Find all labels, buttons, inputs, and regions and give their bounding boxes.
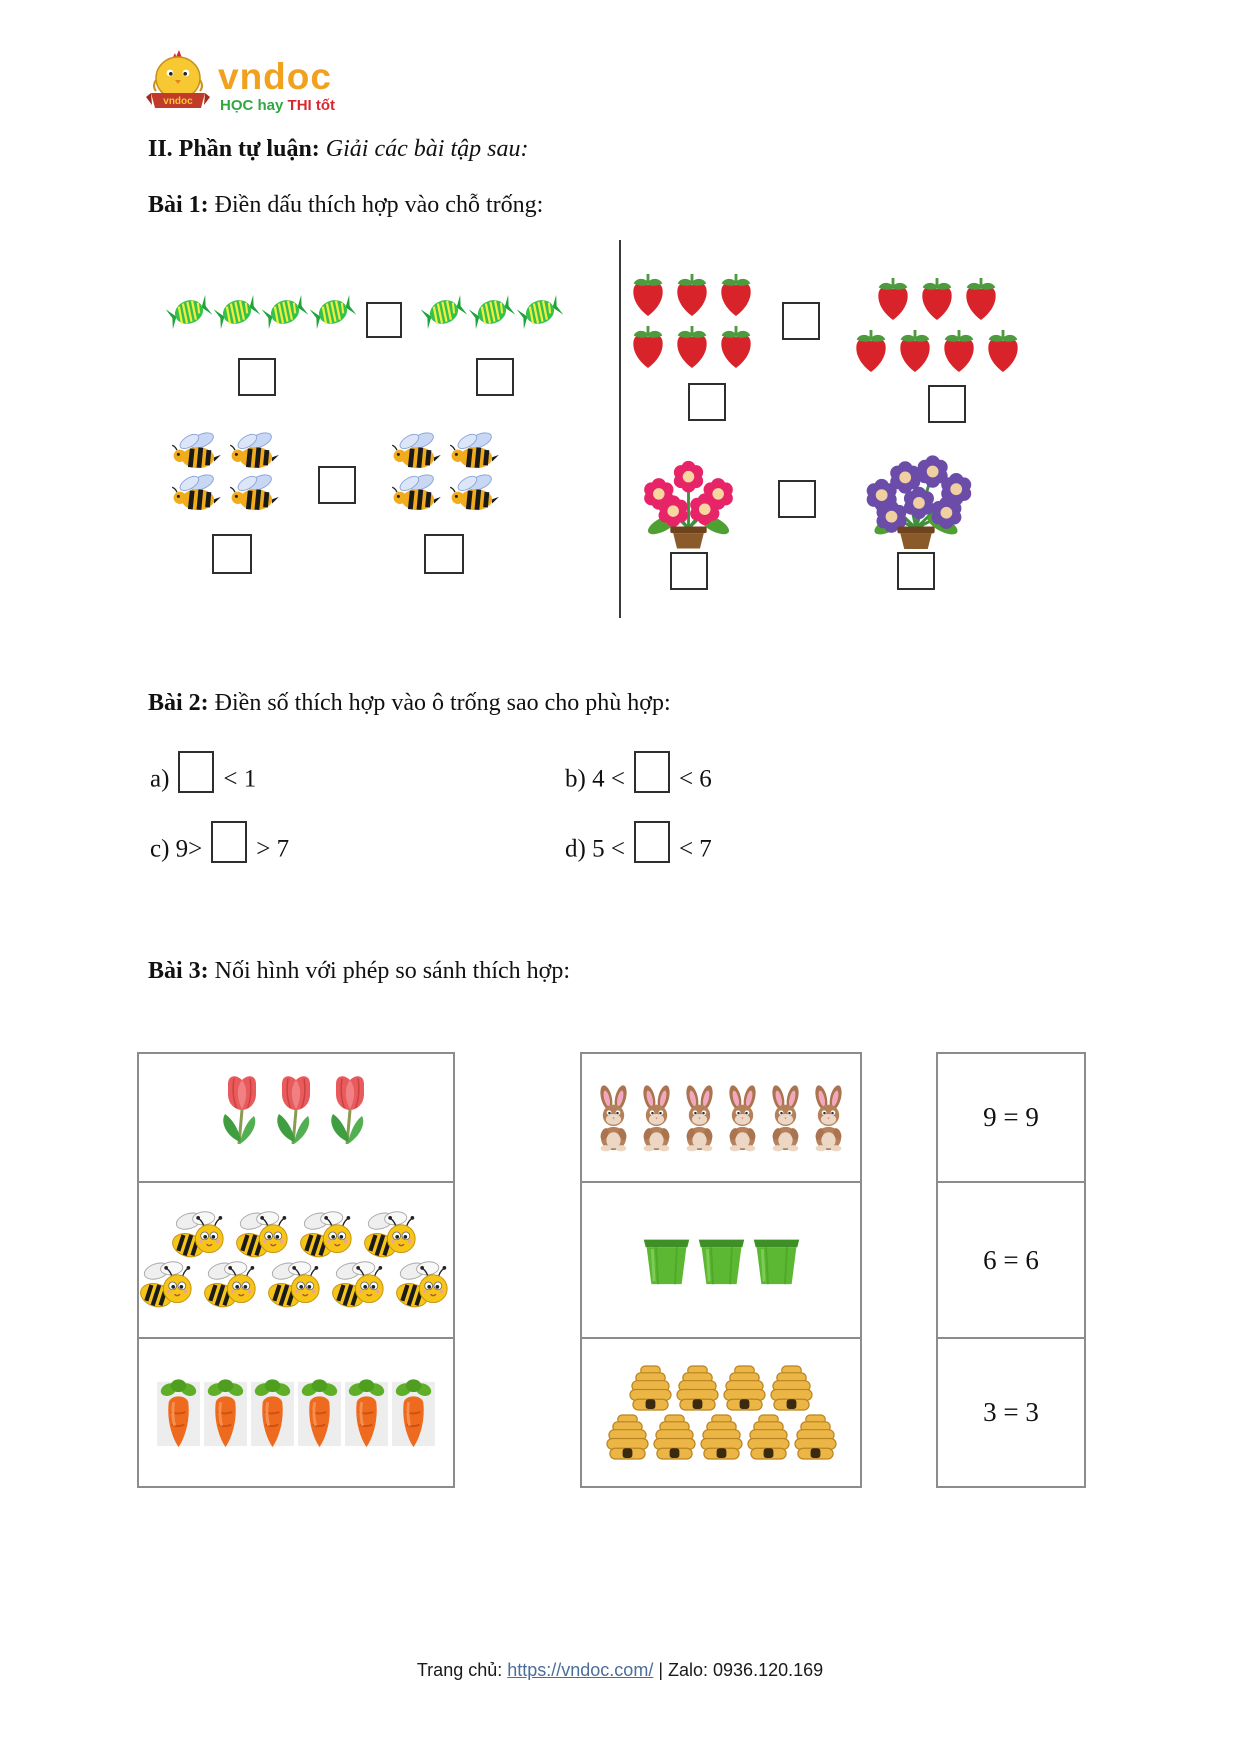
rabbit-icon [808, 1082, 849, 1154]
page-footer [0, 1660, 1240, 1681]
carrot-icon [250, 1375, 295, 1451]
bucket-icon [640, 1234, 693, 1287]
bee-cartoon-icon [137, 1260, 199, 1310]
bee-count-box-right[interactable] [424, 534, 464, 574]
logo-tagline-green: HỌC hay [220, 97, 284, 114]
bai3-column-equations [936, 1052, 1086, 1488]
rabbit-icon [636, 1082, 677, 1154]
candy-count-box-left[interactable] [238, 358, 276, 396]
candy-icon [421, 290, 467, 334]
bee-icon [447, 472, 503, 514]
bai3-cell-eq-9[interactable] [936, 1052, 1086, 1183]
bee-count-box-left[interactable] [212, 534, 252, 574]
bee-compare-box[interactable] [318, 466, 356, 504]
rabbit-icon [765, 1082, 806, 1154]
bee-group-left [168, 430, 284, 514]
bai3-cell-beehives[interactable] [580, 1337, 862, 1488]
flowerpot-pink-group [632, 455, 745, 550]
candy-count-box-right[interactable] [476, 358, 514, 396]
strawberry-icon [671, 268, 713, 320]
bai1-heading [148, 192, 543, 219]
beehive-icon [769, 1364, 814, 1413]
bai1-label: Bài 1: [148, 192, 209, 218]
candy-group-right [420, 290, 564, 334]
bee-group-right [388, 430, 504, 514]
strawberry-icon [850, 324, 892, 376]
bai3-label: Bài 3: [148, 958, 209, 984]
candy-icon [469, 290, 515, 334]
strawberry-group-right [849, 272, 1025, 376]
flower-compare-box[interactable] [778, 480, 816, 518]
bai2-item-c-after: > 7 [256, 835, 290, 863]
equation-6-equals-6: 6 = 6 [983, 1244, 1039, 1275]
strawberry-icon [960, 272, 1002, 324]
bee-icon [389, 472, 445, 514]
tulip-icon [270, 1068, 322, 1168]
bai2-item-b-before: b) 4 < [565, 765, 625, 793]
beehive-icon [699, 1413, 744, 1462]
flower-count-box-right[interactable] [897, 552, 935, 590]
strawberry-icon [715, 268, 757, 320]
tulip-group [216, 1068, 376, 1168]
carrot-icon [297, 1375, 342, 1451]
candy-group-left [166, 290, 356, 334]
footer-home-link[interactable]: https://vndoc.com/ [507, 1660, 654, 1680]
carrot-group [156, 1375, 436, 1451]
flowerpot-purple-icon [858, 448, 974, 550]
carrot-icon [156, 1375, 201, 1451]
carrot-icon [203, 1375, 248, 1451]
bee-icon [227, 430, 283, 472]
candy-icon [166, 290, 212, 334]
bee-cartoon-icon [169, 1210, 231, 1260]
bai2-item-d-after: < 7 [678, 835, 712, 863]
bai3-column-images-right [580, 1052, 862, 1488]
beehive-icon [722, 1364, 767, 1413]
rabbit-icon [593, 1082, 634, 1154]
footer-suffix: | Zalo: 0936.120.169 [653, 1660, 824, 1680]
bai2-answer-box-c[interactable] [211, 821, 247, 863]
strawberry-group-left [626, 268, 758, 372]
bee-cartoon-group [137, 1210, 455, 1310]
vndoc-logo [146, 50, 210, 118]
logo-tagline [220, 98, 335, 113]
rabbit-icon [679, 1082, 720, 1154]
bai2-item-c [150, 830, 289, 872]
equation-9-equals-9: 9 = 9 [983, 1102, 1039, 1132]
bai3-cell-tulips[interactable] [137, 1052, 455, 1183]
section-heading-italic: Giải các bài tập sau: [319, 136, 529, 162]
strawberry-icon [627, 268, 669, 320]
bai2-item-a [150, 760, 256, 802]
beehive-group [605, 1364, 838, 1462]
bai3-cell-eq-3[interactable] [936, 1337, 1086, 1488]
logo-banner-text: vndoc [163, 96, 193, 107]
footer-prefix: Trang chủ: [416, 1660, 508, 1680]
candy-icon [214, 290, 260, 334]
strawberry-icon [715, 320, 757, 372]
bai2-label: Bài 2: [148, 690, 209, 716]
bai2-heading [148, 690, 671, 717]
beehive-icon [675, 1364, 720, 1413]
bucket-icon [695, 1234, 748, 1287]
candy-icon [310, 290, 356, 334]
strawberry-icon [627, 320, 669, 372]
bee-cartoon-icon [393, 1260, 455, 1310]
bai3-cell-carrots[interactable] [137, 1337, 455, 1488]
tulip-icon [216, 1068, 268, 1168]
bai3-column-images-left [137, 1052, 455, 1488]
equation-3-equals-3: 3 = 3 [983, 1397, 1039, 1427]
bee-icon [169, 472, 225, 514]
flowerpot-purple-group [858, 448, 974, 550]
bee-cartoon-icon [233, 1210, 295, 1260]
beehive-icon [652, 1413, 697, 1462]
strawberry-icon [938, 324, 980, 376]
bai2-item-a-before: a) [150, 765, 170, 793]
bee-cartoon-icon [361, 1210, 423, 1260]
bee-icon [227, 472, 283, 514]
bee-icon [389, 430, 445, 472]
candy-icon [517, 290, 563, 334]
strawberry-icon [982, 324, 1024, 376]
beehive-icon [628, 1364, 673, 1413]
strawberry-icon [872, 272, 914, 324]
carrot-icon [391, 1375, 436, 1451]
flowerpot-pink-icon [632, 455, 745, 550]
section-heading-label: II. Phần tự luận: [148, 136, 320, 162]
bai3-cell-buckets[interactable] [580, 1181, 862, 1339]
strawberry-icon [671, 320, 713, 372]
strawberry-icon [916, 272, 958, 324]
strawberry-compare-box[interactable] [782, 302, 820, 340]
bai3-heading [148, 958, 570, 985]
beehive-icon [605, 1413, 650, 1462]
candy-icon [262, 290, 308, 334]
rabbit-icon [722, 1082, 763, 1154]
strawberry-icon [894, 324, 936, 376]
bee-cartoon-icon [297, 1210, 359, 1260]
logo-tagline-red: THI tốt [287, 97, 336, 114]
chick-mascot-icon [146, 50, 210, 116]
bucket-icon [750, 1234, 803, 1287]
flower-count-box-left[interactable] [670, 552, 708, 590]
strawberry-count-box-right[interactable] [928, 385, 966, 423]
bee-icon [169, 430, 225, 472]
bai3-cell-rabbits[interactable] [580, 1052, 862, 1183]
bee-icon [447, 430, 503, 472]
bai2-answer-box-b[interactable] [634, 751, 670, 793]
beehive-icon [746, 1413, 791, 1462]
bee-cartoon-icon [265, 1260, 327, 1310]
bai3-title: Nối hình với phép so sánh thích hợp: [208, 958, 571, 984]
bai2-answer-box-d[interactable] [634, 821, 670, 863]
bai2-item-c-before: c) 9> [150, 835, 203, 863]
bai3-cell-eq-6[interactable] [936, 1181, 1086, 1339]
bucket-group [640, 1234, 803, 1287]
bai2-item-a-after: < 1 [223, 765, 257, 793]
beehive-icon [793, 1413, 838, 1462]
bai2-item-b-after: < 6 [678, 765, 712, 793]
bai1-column-divider [619, 240, 621, 618]
strawberry-count-box-left[interactable] [688, 383, 726, 421]
bai1-title: Điền dấu thích hợp vào chỗ trống: [208, 192, 544, 218]
bai2-answer-box-a[interactable] [178, 751, 214, 793]
bee-cartoon-icon [329, 1260, 391, 1310]
candy-compare-box[interactable] [366, 302, 402, 338]
rabbit-group [593, 1082, 849, 1154]
section-heading [148, 136, 528, 163]
bai2-item-b [565, 760, 712, 802]
bai3-cell-bees[interactable] [137, 1181, 455, 1339]
bai2-title: Điền số thích hợp vào ô trống sao cho phù hợp: [208, 690, 671, 716]
tulip-icon [324, 1068, 376, 1168]
bai2-item-d [565, 830, 712, 872]
bai2-item-d-before: d) 5 < [565, 835, 625, 863]
carrot-icon [344, 1375, 389, 1451]
logo-brand-text: vndoc [218, 56, 332, 97]
bee-cartoon-icon [201, 1260, 263, 1310]
